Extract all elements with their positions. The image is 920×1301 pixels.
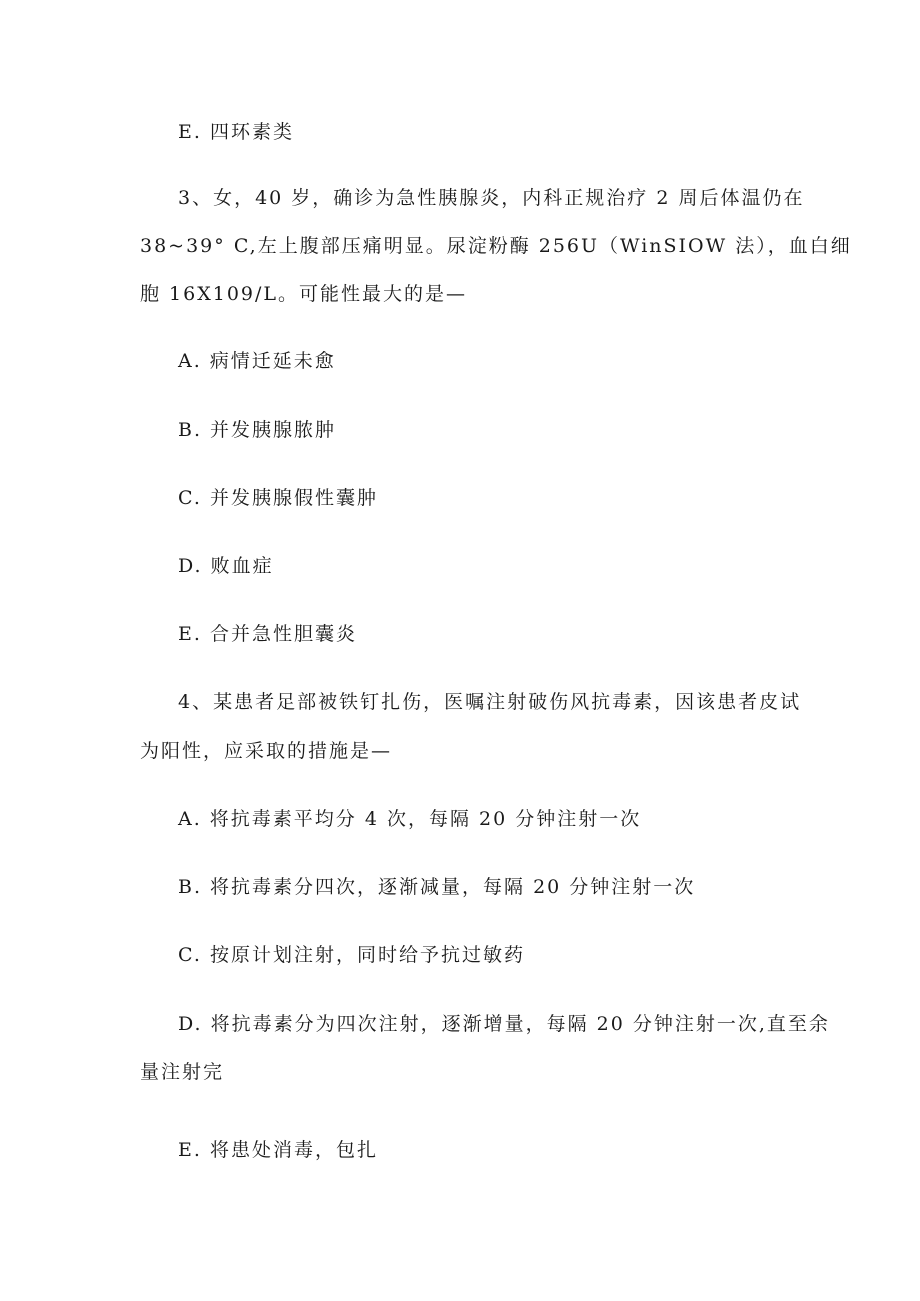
q3-option-d: D. 败血症 [178, 555, 274, 577]
q4-stem-line-1: 4、某患者足部被铁钉扎伤，医嘱注射破伤风抗毒素，因该患者皮试 [178, 691, 802, 713]
q3-option-c: C. 并发胰腺假性囊肿 [178, 487, 378, 509]
q2-option-e: E. 四环素类 [178, 121, 294, 143]
q4-option-d-line-2: 量注射完 [140, 1061, 225, 1083]
q4-option-c: C. 按原计划注射，同时给予抗过敏药 [178, 944, 525, 966]
q4-stem-line-2: 为阳性，应采取的措施是— [140, 740, 393, 762]
q3-option-b: B. 并发胰腺脓肿 [178, 419, 337, 441]
q3-stem-line-1: 3、女，40 岁，确诊为急性胰腺炎，内科正规治疗 2 周后体温仍在 [178, 187, 805, 209]
q3-stem-line-2: 38~39° C,左上腹部压痛明显。尿淀粉酶 256U（WinSIOW 法），血白细 [140, 235, 852, 257]
q4-option-b: B. 将抗毒素分四次，逐渐减量，每隔 20 分钟注射一次 [178, 876, 696, 898]
q3-option-a: A. 病情迁延未愈 [178, 350, 336, 372]
q4-option-e: E. 将患处消毒，包扎 [178, 1139, 378, 1161]
q4-option-a: A. 将抗毒素平均分 4 次，每隔 20 分钟注射一次 [178, 808, 642, 830]
q4-option-d-line-1: D. 将抗毒素分为四次注射，逐渐增量，每隔 20 分钟注射一次,直至余 [178, 1013, 830, 1035]
q3-stem-line-3: 胞 16X109/L。可能性最大的是— [140, 283, 468, 305]
q3-option-e: E. 合并急性胆囊炎 [178, 623, 357, 645]
